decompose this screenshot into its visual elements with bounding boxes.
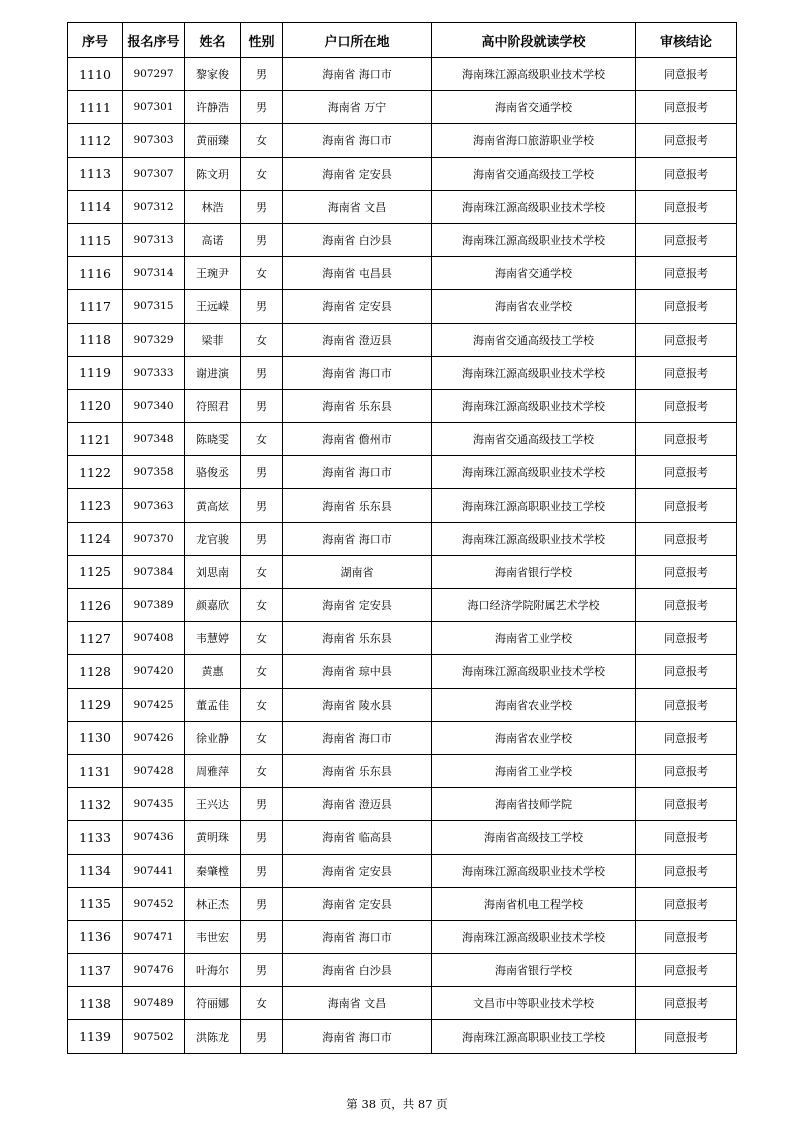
cell-school: 海南省农业学校 [432, 721, 636, 754]
cell-school: 海南省农业学校 [432, 688, 636, 721]
table-row [68, 257, 737, 290]
cell-gender: 女 [241, 257, 283, 290]
table-row [68, 987, 737, 1020]
cell-name: 韦慧婷 [185, 622, 241, 655]
cell-seq: 1115 [68, 223, 123, 256]
cell-name: 刘思南 [185, 555, 241, 588]
cell-registration-no: 907297 [123, 58, 185, 91]
header-review-result: 审核结论 [636, 23, 737, 58]
cell-name: 黄高炫 [185, 489, 241, 522]
cell-registration-no: 907436 [123, 821, 185, 854]
cell-registration-no: 907471 [123, 920, 185, 953]
cell-gender: 男 [241, 456, 283, 489]
cell-name: 许静浩 [185, 91, 241, 124]
header-name: 姓名 [185, 23, 241, 58]
cell-review-result: 同意报考 [636, 622, 737, 655]
roster-table [67, 22, 737, 1054]
cell-household-location: 海南省 定安县 [283, 854, 432, 887]
cell-review-result: 同意报考 [636, 555, 737, 588]
page-number: 第 38 页，共 87 页 [346, 1097, 448, 1111]
cell-household-location: 海南省 屯昌县 [283, 257, 432, 290]
cell-name: 黎家俊 [185, 58, 241, 91]
table-row [68, 290, 737, 323]
cell-seq: 1121 [68, 423, 123, 456]
cell-school: 海南省交通高级技工学校 [432, 157, 636, 190]
cell-name: 林浩 [185, 190, 241, 223]
cell-household-location: 海南省 临高县 [283, 821, 432, 854]
table-row [68, 754, 737, 787]
cell-household-location: 海南省 定安县 [283, 290, 432, 323]
cell-review-result: 同意报考 [636, 456, 737, 489]
cell-gender: 女 [241, 655, 283, 688]
cell-school: 海南珠江源高级职业技术学校 [432, 854, 636, 887]
cell-household-location: 海南省 海口市 [283, 356, 432, 389]
table-row [68, 389, 737, 422]
table-row [68, 555, 737, 588]
cell-gender: 女 [241, 589, 283, 622]
cell-household-location: 海南省 万宁 [283, 91, 432, 124]
cell-gender: 男 [241, 91, 283, 124]
cell-school: 海南珠江源高级职业技术学校 [432, 522, 636, 555]
table-row [68, 91, 737, 124]
cell-name: 高诺 [185, 223, 241, 256]
cell-review-result: 同意报考 [636, 91, 737, 124]
cell-household-location: 海南省 澄迈县 [283, 323, 432, 356]
cell-gender: 女 [241, 555, 283, 588]
cell-name: 洪陈龙 [185, 1020, 241, 1053]
table-header [68, 23, 737, 58]
cell-name: 周雅萍 [185, 754, 241, 787]
cell-gender: 女 [241, 987, 283, 1020]
cell-review-result: 同意报考 [636, 223, 737, 256]
cell-household-location: 海南省 文昌 [283, 987, 432, 1020]
cell-review-result: 同意报考 [636, 954, 737, 987]
cell-seq: 1123 [68, 489, 123, 522]
cell-review-result: 同意报考 [636, 522, 737, 555]
cell-seq: 1112 [68, 124, 123, 157]
cell-seq: 1136 [68, 920, 123, 953]
cell-gender: 男 [241, 854, 283, 887]
cell-school: 海南珠江源高级职业技术学校 [432, 223, 636, 256]
cell-household-location: 海南省 乐东县 [283, 622, 432, 655]
cell-gender: 女 [241, 754, 283, 787]
cell-name: 黄惠 [185, 655, 241, 688]
cell-review-result: 同意报考 [636, 854, 737, 887]
cell-registration-no: 907303 [123, 124, 185, 157]
cell-household-location: 海南省 澄迈县 [283, 788, 432, 821]
cell-seq: 1137 [68, 954, 123, 987]
cell-school: 海南省工业学校 [432, 622, 636, 655]
cell-school: 海南省技师学院 [432, 788, 636, 821]
cell-name: 董孟佳 [185, 688, 241, 721]
cell-registration-no: 907363 [123, 489, 185, 522]
header-row [68, 23, 737, 58]
cell-seq: 1131 [68, 754, 123, 787]
cell-registration-no: 907340 [123, 389, 185, 422]
cell-gender: 男 [241, 389, 283, 422]
table-row [68, 854, 737, 887]
table-row [68, 821, 737, 854]
cell-name: 王远嵘 [185, 290, 241, 323]
cell-registration-no: 907370 [123, 522, 185, 555]
cell-seq: 1133 [68, 821, 123, 854]
cell-school: 海口经济学院附属艺术学校 [432, 589, 636, 622]
cell-school: 海南省海口旅游职业学校 [432, 124, 636, 157]
cell-seq: 1117 [68, 290, 123, 323]
cell-school: 海南珠江源高职职业技工学校 [432, 489, 636, 522]
cell-household-location: 海南省 乐东县 [283, 389, 432, 422]
cell-name: 王兴达 [185, 788, 241, 821]
cell-household-location: 海南省 定安县 [283, 157, 432, 190]
cell-gender: 男 [241, 788, 283, 821]
cell-name: 黄明珠 [185, 821, 241, 854]
cell-name: 颜嘉欣 [185, 589, 241, 622]
cell-registration-no: 907425 [123, 688, 185, 721]
table-row [68, 58, 737, 91]
cell-registration-no: 907313 [123, 223, 185, 256]
cell-seq: 1129 [68, 688, 123, 721]
cell-household-location: 海南省 文昌 [283, 190, 432, 223]
header-school: 高中阶段就读学校 [432, 23, 636, 58]
cell-review-result: 同意报考 [636, 489, 737, 522]
cell-name: 陈晓雯 [185, 423, 241, 456]
cell-review-result: 同意报考 [636, 356, 737, 389]
table-body [68, 58, 737, 1054]
header-household-location: 户口所在地 [283, 23, 432, 58]
cell-registration-no: 907452 [123, 887, 185, 920]
cell-review-result: 同意报考 [636, 721, 737, 754]
cell-school: 海南省银行学校 [432, 954, 636, 987]
cell-registration-no: 907420 [123, 655, 185, 688]
cell-registration-no: 907389 [123, 589, 185, 622]
cell-seq: 1139 [68, 1020, 123, 1053]
cell-seq: 1118 [68, 323, 123, 356]
cell-registration-no: 907426 [123, 721, 185, 754]
cell-review-result: 同意报考 [636, 987, 737, 1020]
cell-review-result: 同意报考 [636, 58, 737, 91]
table-row [68, 655, 737, 688]
cell-review-result: 同意报考 [636, 887, 737, 920]
table-row [68, 423, 737, 456]
cell-school: 海南珠江源高级职业技术学校 [432, 58, 636, 91]
cell-registration-no: 907314 [123, 257, 185, 290]
cell-school: 海南省银行学校 [432, 555, 636, 588]
cell-registration-no: 907329 [123, 323, 185, 356]
table-row [68, 1020, 737, 1053]
cell-name: 符照君 [185, 389, 241, 422]
cell-household-location: 海南省 海口市 [283, 456, 432, 489]
cell-household-location: 海南省 海口市 [283, 721, 432, 754]
cell-name: 梁菲 [185, 323, 241, 356]
table-row [68, 920, 737, 953]
cell-name: 骆俊丞 [185, 456, 241, 489]
cell-registration-no: 907476 [123, 954, 185, 987]
table-row [68, 721, 737, 754]
table-row [68, 954, 737, 987]
cell-household-location: 海南省 海口市 [283, 920, 432, 953]
cell-review-result: 同意报考 [636, 788, 737, 821]
cell-seq: 1127 [68, 622, 123, 655]
cell-review-result: 同意报考 [636, 190, 737, 223]
cell-review-result: 同意报考 [636, 655, 737, 688]
cell-gender: 男 [241, 954, 283, 987]
cell-seq: 1119 [68, 356, 123, 389]
table-row [68, 157, 737, 190]
cell-review-result: 同意报考 [636, 323, 737, 356]
cell-gender: 女 [241, 323, 283, 356]
cell-review-result: 同意报考 [636, 821, 737, 854]
cell-gender: 男 [241, 489, 283, 522]
header-gender: 性别 [241, 23, 283, 58]
cell-registration-no: 907435 [123, 788, 185, 821]
cell-registration-no: 907384 [123, 555, 185, 588]
cell-registration-no: 907312 [123, 190, 185, 223]
table-row [68, 456, 737, 489]
cell-registration-no: 907441 [123, 854, 185, 887]
cell-household-location: 海南省 海口市 [283, 522, 432, 555]
cell-seq: 1110 [68, 58, 123, 91]
cell-school: 文昌市中等职业技术学校 [432, 987, 636, 1020]
cell-name: 王琬尹 [185, 257, 241, 290]
cell-name: 林正杰 [185, 887, 241, 920]
header-seq: 序号 [68, 23, 123, 58]
cell-name: 陈文玥 [185, 157, 241, 190]
cell-review-result: 同意报考 [636, 589, 737, 622]
cell-school: 海南省农业学校 [432, 290, 636, 323]
cell-seq: 1138 [68, 987, 123, 1020]
cell-seq: 1130 [68, 721, 123, 754]
cell-name: 叶海尔 [185, 954, 241, 987]
cell-gender: 女 [241, 124, 283, 157]
table-row [68, 788, 737, 821]
cell-seq: 1125 [68, 555, 123, 588]
cell-name: 徐业静 [185, 721, 241, 754]
cell-gender: 男 [241, 58, 283, 91]
cell-review-result: 同意报考 [636, 157, 737, 190]
cell-seq: 1128 [68, 655, 123, 688]
cell-household-location: 海南省 琼中县 [283, 655, 432, 688]
cell-seq: 1135 [68, 887, 123, 920]
cell-review-result: 同意报考 [636, 257, 737, 290]
cell-name: 符丽娜 [185, 987, 241, 1020]
cell-gender: 男 [241, 223, 283, 256]
cell-seq: 1111 [68, 91, 123, 124]
table-row [68, 522, 737, 555]
table-row [68, 887, 737, 920]
cell-school: 海南珠江源高级职业技术学校 [432, 920, 636, 953]
cell-gender: 男 [241, 190, 283, 223]
table-row [68, 124, 737, 157]
cell-review-result: 同意报考 [636, 389, 737, 422]
cell-registration-no: 907489 [123, 987, 185, 1020]
cell-school: 海南省交通学校 [432, 91, 636, 124]
cell-gender: 女 [241, 157, 283, 190]
cell-name: 韦世宏 [185, 920, 241, 953]
cell-review-result: 同意报考 [636, 1020, 737, 1053]
cell-gender: 女 [241, 721, 283, 754]
cell-registration-no: 907333 [123, 356, 185, 389]
cell-registration-no: 907301 [123, 91, 185, 124]
cell-household-location: 海南省 海口市 [283, 58, 432, 91]
table-row [68, 323, 737, 356]
cell-household-location: 海南省 白沙县 [283, 223, 432, 256]
cell-name: 谢进演 [185, 356, 241, 389]
cell-gender: 男 [241, 920, 283, 953]
table-row [68, 356, 737, 389]
cell-household-location: 海南省 海口市 [283, 1020, 432, 1053]
cell-seq: 1120 [68, 389, 123, 422]
cell-name: 龙官骏 [185, 522, 241, 555]
cell-household-location: 海南省 定安县 [283, 589, 432, 622]
cell-review-result: 同意报考 [636, 124, 737, 157]
cell-gender: 男 [241, 1020, 283, 1053]
cell-name: 黄丽臻 [185, 124, 241, 157]
cell-household-location: 海南省 乐东县 [283, 489, 432, 522]
cell-household-location: 海南省 儋州市 [283, 423, 432, 456]
cell-gender: 男 [241, 887, 283, 920]
cell-gender: 女 [241, 622, 283, 655]
cell-gender: 男 [241, 290, 283, 323]
cell-seq: 1132 [68, 788, 123, 821]
header-registration-no: 报名序号 [123, 23, 185, 58]
table-row [68, 489, 737, 522]
table-row [68, 223, 737, 256]
cell-registration-no: 907428 [123, 754, 185, 787]
table-row [68, 589, 737, 622]
cell-gender: 女 [241, 688, 283, 721]
cell-review-result: 同意报考 [636, 290, 737, 323]
cell-gender: 男 [241, 821, 283, 854]
cell-school: 海南省交通学校 [432, 257, 636, 290]
table-row [68, 190, 737, 223]
cell-school: 海南省交通高级技工学校 [432, 323, 636, 356]
cell-school: 海南珠江源高级职业技术学校 [432, 655, 636, 688]
table-row [68, 622, 737, 655]
cell-seq: 1122 [68, 456, 123, 489]
cell-household-location: 海南省 乐东县 [283, 754, 432, 787]
cell-school: 海南珠江源高职职业技工学校 [432, 1020, 636, 1053]
cell-seq: 1134 [68, 854, 123, 887]
cell-registration-no: 907307 [123, 157, 185, 190]
cell-household-location: 海南省 陵水县 [283, 688, 432, 721]
cell-school: 海南珠江源高级职业技术学校 [432, 389, 636, 422]
cell-seq: 1126 [68, 589, 123, 622]
cell-registration-no: 907358 [123, 456, 185, 489]
cell-household-location: 海南省 海口市 [283, 124, 432, 157]
cell-registration-no: 907348 [123, 423, 185, 456]
cell-registration-no: 907408 [123, 622, 185, 655]
cell-seq: 1116 [68, 257, 123, 290]
cell-gender: 男 [241, 356, 283, 389]
cell-gender: 男 [241, 522, 283, 555]
cell-seq: 1124 [68, 522, 123, 555]
cell-school: 海南珠江源高级职业技术学校 [432, 456, 636, 489]
cell-school: 海南省机电工程学校 [432, 887, 636, 920]
cell-registration-no: 907315 [123, 290, 185, 323]
cell-school: 海南省工业学校 [432, 754, 636, 787]
cell-school: 海南省高级技工学校 [432, 821, 636, 854]
cell-review-result: 同意报考 [636, 920, 737, 953]
cell-school: 海南珠江源高级职业技术学校 [432, 190, 636, 223]
cell-name: 秦肇樘 [185, 854, 241, 887]
cell-household-location: 海南省 白沙县 [283, 954, 432, 987]
cell-review-result: 同意报考 [636, 423, 737, 456]
cell-review-result: 同意报考 [636, 754, 737, 787]
cell-school: 海南省交通高级技工学校 [432, 423, 636, 456]
cell-household-location: 湖南省 [283, 555, 432, 588]
cell-seq: 1114 [68, 190, 123, 223]
table-row [68, 688, 737, 721]
cell-seq: 1113 [68, 157, 123, 190]
cell-review-result: 同意报考 [636, 688, 737, 721]
cell-gender: 女 [241, 423, 283, 456]
cell-registration-no: 907502 [123, 1020, 185, 1053]
cell-school: 海南珠江源高级职业技术学校 [432, 356, 636, 389]
cell-household-location: 海南省 定安县 [283, 887, 432, 920]
